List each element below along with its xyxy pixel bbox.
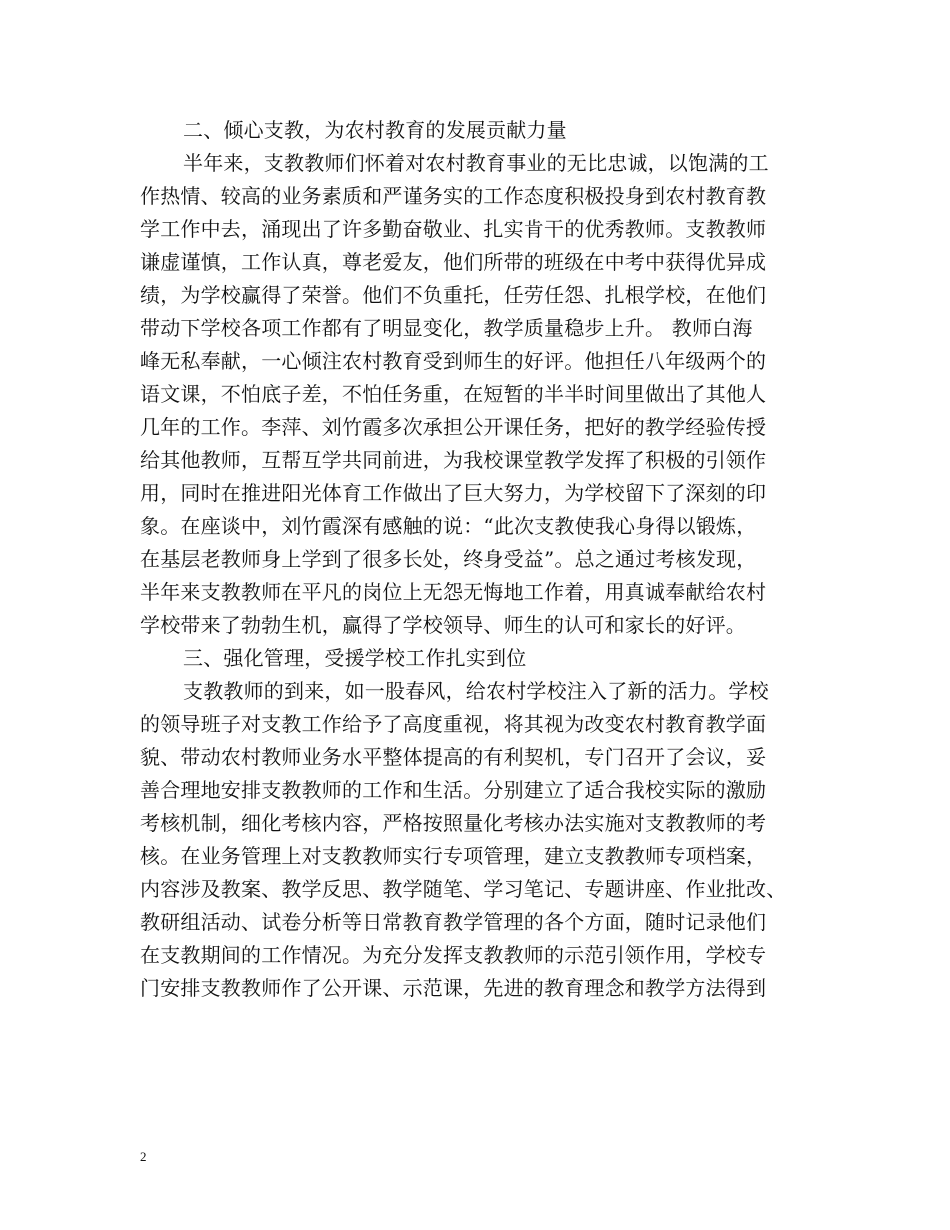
paragraph-line: 善合理地安排支教教师的工作和生活。分别建立了适合我校实际的激励 xyxy=(140,778,767,802)
paragraph-line: 在支教期间的工作情况。为充分发挥支教教师的示范引领作用，学校专 xyxy=(140,943,767,967)
paragraph-line: 作热情、较高的业务素质和严谨务实的工作态度积极投身到农村教育教 xyxy=(140,184,767,208)
paragraph-line: 峰无私奉献，一心倾注农村教育受到师生的好评。他担任八年级两个的 xyxy=(140,349,767,373)
paragraph-line: 的领导班子对支教工作给予了高度重视，将其视为改变农村教育教学面 xyxy=(140,712,767,736)
paragraph xyxy=(140,675,840,1005)
paragraph-line: 内容涉及教案、教学反思、教学随笔、学习笔记、专题讲座、作业批改、 xyxy=(140,877,787,901)
paragraph-line: 语文课，不怕底子差，不怕任务重，在短暂的半半时间里做出了其他人 xyxy=(140,382,767,406)
paragraph-line: 谦虚谨慎，工作认真，尊老爱友，他们所带的班级在中考中获得优异成 xyxy=(140,250,767,274)
paragraph-line: 绩，为学校赢得了荣誉。他们不负重托，任劳任怨、扎根学校，在他们 xyxy=(140,283,767,307)
paragraph-line: 半年来支教教师在平凡的岗位上无怨无悔地工作着，用真诚奉献给农村 xyxy=(140,580,767,604)
section-heading: 二、倾心支教，为农村教育的发展贡献力量 xyxy=(183,118,567,142)
paragraph-line: 象。在座谈中，刘竹霞深有感触的说：“此次支教使我心身得以锻炼， xyxy=(140,514,757,538)
body-text xyxy=(140,114,840,1005)
paragraph-line: 几年的工作。李萍、刘竹霞多次承担公开课任务，把好的教学经验传授 xyxy=(140,415,767,439)
paragraph-line: 在基层老教师身上学到了很多长处，终身受益”。总之通过考核发现， xyxy=(140,547,757,571)
paragraph xyxy=(140,147,840,642)
section-heading: 三、强化管理，受援学校工作扎实到位 xyxy=(183,646,527,670)
paragraph-line: 考核机制，细化考核内容，严格按照量化考核办法实施对支教教师的考 xyxy=(140,811,767,835)
paragraph-line: 支教教师的到来，如一股春风，给农村学校注入了新的活力。学校 xyxy=(183,679,769,703)
paragraph-line: 用，同时在推进阳光体育工作做出了巨大努力，为学校留下了深刻的印 xyxy=(140,481,767,505)
paragraph-line: 门安排支教教师作了公开课、示范课，先进的教育理念和教学方法得到 xyxy=(140,976,767,1000)
paragraph-line: 带动下学校各项工作都有了明显变化，教学质量稳步上升。 教师白海 xyxy=(140,316,753,340)
paragraph-line: 给其他教师，互帮互学共同前进，为我校课堂教学发挥了积极的引领作 xyxy=(140,448,767,472)
paragraph-line: 教研组活动、试卷分析等日常教育教学管理的各个方面，随时记录他们 xyxy=(140,910,767,934)
page-number: 2 xyxy=(140,1149,147,1164)
paragraph-line: 学校带来了勃勃生机，赢得了学校领导、师生的认可和家长的好评。 xyxy=(140,613,746,637)
paragraph-line: 貌、带动农村教师业务水平整体提高的有利契机，专门召开了会议，妥 xyxy=(140,745,767,769)
paragraph-line: 学工作中去，涌现出了许多勤奋敬业、扎实肯干的优秀教师。支教教师 xyxy=(140,217,767,241)
paragraph-line: 核。在业务管理上对支教教师实行专项管理，建立支教教师专项档案， xyxy=(140,844,767,868)
paragraph-line: 半年来，支教教师们怀着对农村教育事业的无比忠诚，以饱满的工 xyxy=(183,151,769,175)
